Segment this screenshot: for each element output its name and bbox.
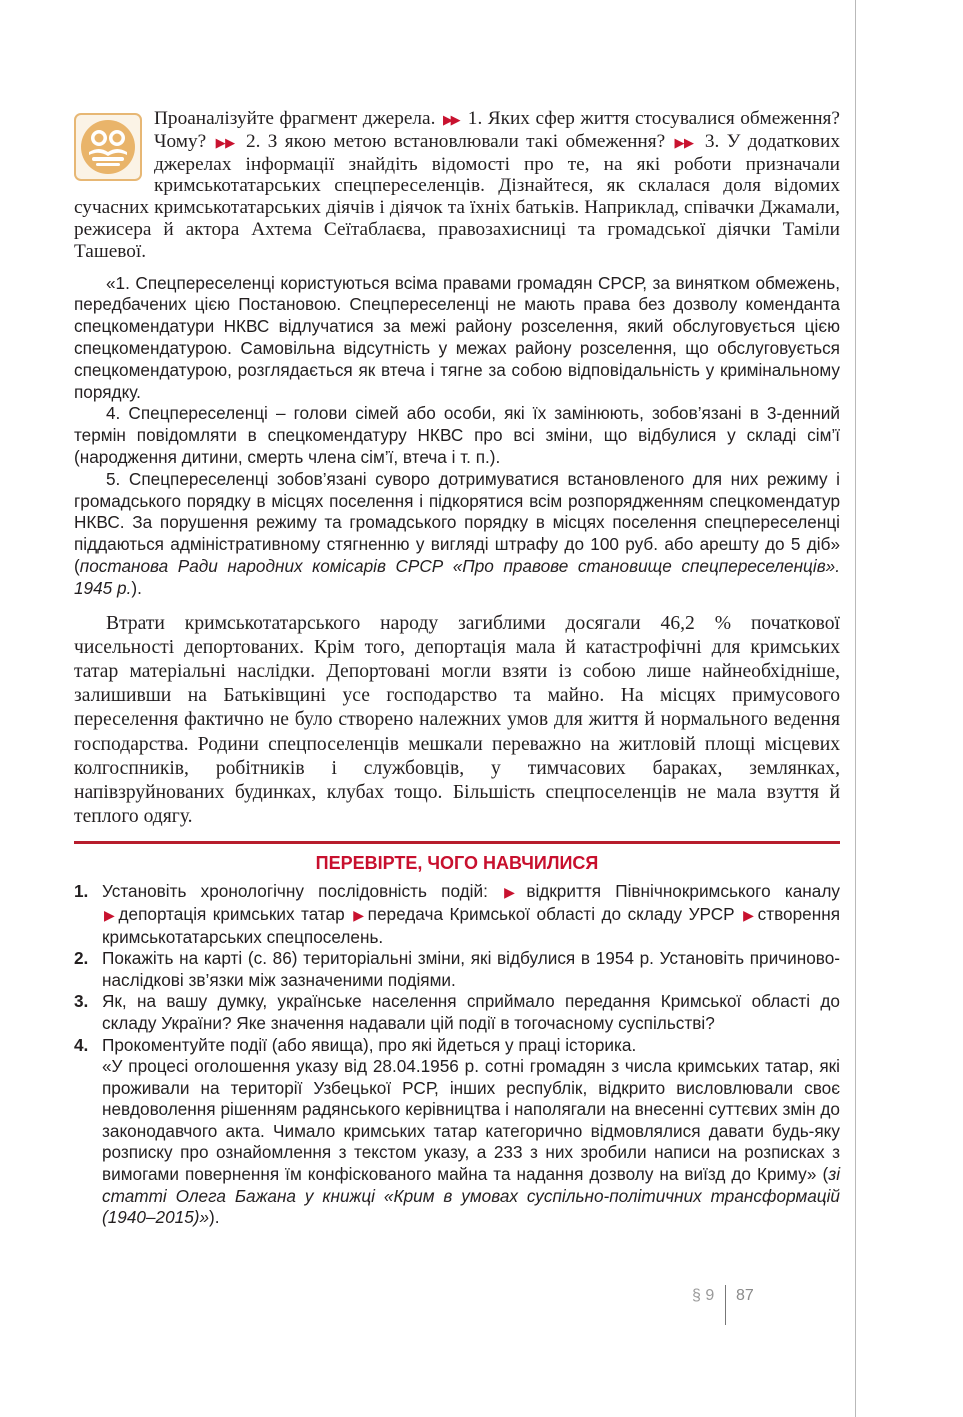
task-question-3: 3. У додаткових джерелах інформації знайдіть відомості про те, на які роботи призначали кримськотатарських спецпереселенців. Дізнайтеся, як склалася доля відомих сучасних кримськотатарських діячів і діячок та їхніх батьків. Наприклад, співачки Джамали, режисера й актора Ахтема Сеїтаблаєва, правозахисниці та громадської діячки Таміли Ташевої. [74,130,840,262]
section-title: ПЕРЕВІРТЕ, ЧОГО НАВЧИЛИСЯ [315,853,599,874]
question-text [102,881,840,948]
historian-quote: «У процесі оголошення указу від 28.04.1956 р. сотні громадян з числа кримських татар, які проживали на території Узбецької РСР, інших республік, відкрито висловлювали своє невдоволення рішенням радянського керівництва і наполягали на внесенні суттєвих змін до законодавчого акта. Чимало кримських татар категорично відмовлялися давати будь-яку розписку про ознайомлення з текстом указу, а 233 з них зробили написи на розписках з вимогами повернення їм конфіскованого майна та надання дозволу на виїзд до Криму» [102,1056,840,1185]
question-number: 3. [74,991,89,1012]
event-item: відкриття Північнокримського каналу [526,881,840,902]
question-number: 4. [74,1034,89,1055]
question-text: Покажіть на карті (с. 86) територіальні зміни, які відбулися в 1954 р. Установіть причиново-наслідкові зв’язки між зазначеними подіями. [102,948,840,990]
source-paragraph-2: 4. Спецпереселенці – голови сімей або особи, які їх замінюють, зобов’язані в 3-денний термін повідомляти в спецкомендатуру НКВС про всі зміни, що відбулися у складі сім’ї (народження дитини, смерть члена сім’ї, втеча і т. п.). [74,403,840,467]
source-paragraph-1: «1. Спецпереселенці користуються всіма правами громадян СРСР, за винятком обмежень, передбачених цією Постановою. Спецпереселенці не мають права без дозволу коменданта спецкомендатури НКВС відлучатися за межі району розселення, який обслуговується цією спецкомендатурою. Самовільна відсутність у межах району розселення, що обслуговується спецкомендатурою, розглядається як втеча і тягне за собою відповідальність у кримінальному порядку. [74,272,840,402]
footer-separator [725,1285,726,1325]
page-content [74,108,840,1229]
section-number: § 9 [692,1287,715,1304]
question-1 [74,881,840,948]
analysis-task [74,108,840,263]
main-paragraph: Втрати кримськотатарського народу загиблими досягали 46,2 % початкової чисельності депортованих. Крім того, депортація мала й катастрофічні для кримських татар матеріальні наслідки. Депортовані могли взяти із собою лише найнеобхідніше, залишивши на Батьківщині усе господарство та майно. На місцях примусового переселення фактично не було створено належних умов для життя й нормального ведення господарства. Родини спецпоселенців мешкали переважно на житловій площі місцевих колгоспників, робітників і службовців, у тимчасових бараках, землянках, напівзруйнованих будинках, клубах тощо. Більшість спецпоселенців не мала взуття й теплого одягу. [74,612,840,828]
question-4 [74,1035,840,1229]
analysis-figures-icon [74,113,142,181]
historian-citation: зі статті Олега Бажана у книжці «Крим в умовах суспільно-політичних трансформацій (1940–2015)» [102,1164,841,1228]
triangle-bullet-icon: ▶ [353,906,366,923]
question-3 [74,991,840,1034]
question-number: 1. [74,881,89,902]
question-text: Як, на вашу думку, українське населення сприймало передання Кримської області до складу України? Яке значення надавали цій події в тогочасному суспільстві? [102,991,840,1033]
review-questions [74,881,840,1229]
event-item: створення кримськотатарських спецпоселень. [102,903,840,947]
triangle-bullet-icon: ▶ [504,884,525,901]
task-intro: Проаналізуйте фрагмент джерела. [154,108,436,129]
double-arrow-icon: ▶▶ [215,134,235,150]
source-citation: постанова Ради народних комісарів СРСР «Про правове становище спецпереселенців». 1945 р. [74,555,840,598]
double-arrow-icon: ▶▶ [674,134,694,150]
page-edge-line [855,0,856,1417]
analysis-figures-icon-graphic [80,119,136,175]
source-paragraph-3: 5. Спецпереселенці зобов’язані суворо дотримуватися встановленого для них режиму і громадського порядку в місцях поселення і підкорятися всім розпорядженням спецкомендатур НКВС. За порушення режиму та громадського порядку в місцях поселення спецпереселенці піддаються адміністративному стягненню у вигляді штрафу до 100 руб. або арешту до 5 діб» (постанова Ради народних комісарів СРСР «Про правове становище спецпереселенців». 1945 р.). [74,468,840,598]
triangle-bullet-icon: ▶ [743,906,756,923]
task-question-1: 1. Яких сфер життя стосувалися обмеження? Чому? [154,108,840,152]
source-fragment [74,273,840,600]
triangle-bullet-icon: ▶ [104,906,117,923]
question-4-lead: Прокоментуйте події (або явища), про які йдеться у праці історика. [102,1034,637,1055]
source-paragraph-3-text: 5. Спецпереселенці зобов’язані суворо дотримуватися встановленого для них режиму і громадського порядку в місцях поселення і підкорятися всім розпорядженням спецкомендатур НКВС. За порушення режиму та громадського порядку в місцях поселення спецпереселенці піддаються адміністративному стягненню у вигляді штрафу до 100 руб. або арешту до 5 діб» [74,468,840,555]
question-number: 2. [74,948,89,969]
question-2 [74,948,840,991]
double-arrow-icon: ▶▶ [442,112,459,127]
question-text: Прокоментуйте події (або явища), про які йдеться у праці історика. «У процесі оголошення указу від 28.04.1956 р. сотні громадян з числа кримських татар, які проживали на території Узбецької РСР, інших республік, відкрито висловлювали своє невдоволення рішенням радянського керівництва і наполягали на внесенні суттєвих змін до законодавчого акта. Чимало кримських татар категорично відмовлялися давати будь-яку розписку про ознайомлення з текстом указу, а 233 з них зробили написи на розписках з вимогами повернення їм конфіскованого майна та надання дозволу на виїзд до Криму» (зі статті Олега Бажана у книжці «Крим в умовах суспільно-політичних трансформацій (1940–2015)»). [102,1034,841,1228]
event-item: депортація кримських татар [118,903,345,924]
question-1-lead: Установіть хронологічну послідовність подій: [102,881,488,902]
page-number: 87 [736,1287,754,1304]
event-item: передача Кримської області до складу УРСР [367,903,735,924]
section-divider [74,841,840,844]
task-question-2: 2. З якою метою встановлювали такі обмеження? [245,130,666,152]
